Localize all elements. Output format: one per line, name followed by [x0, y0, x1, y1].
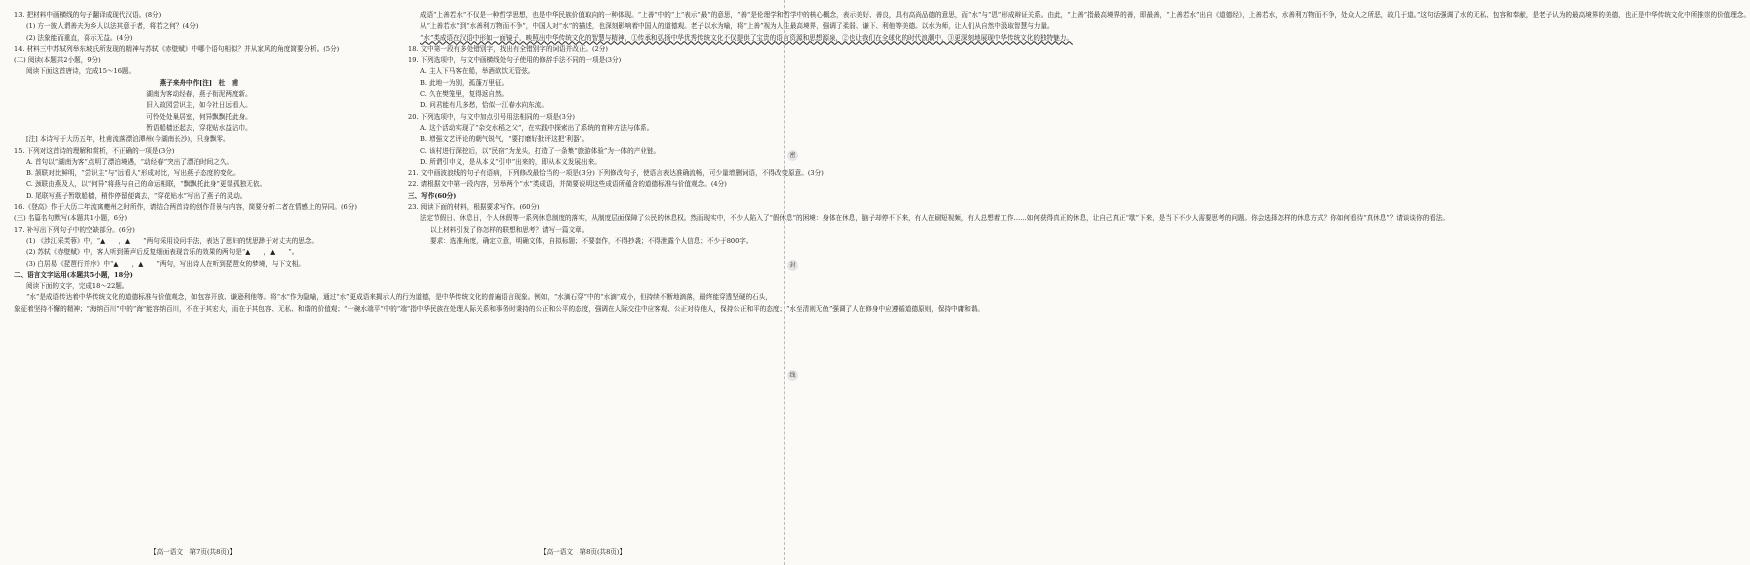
left-line: A. 首句以“湖南为客”点明了漂泊境遇，“动经春”突出了漂泊时间之久。 [26, 157, 234, 166]
right-line: 21. 文中画波浪线的句子有语病，下列修改最恰当的一项是(3分) 下列修改句子，使语言表达准确流畅，可少量增删词语，不得改变原意。(3分) [408, 169, 824, 178]
left-line: (3) 白居易《琵琶行并序》中“▲ ，▲ ”两句，写出诗人在听到琵琶女的梦境，与下文相。 [26, 259, 305, 268]
right-line: D. 问君能有几多愁，恰似一江春水向东流。 [420, 101, 548, 110]
right-line: “水”类成语在汉语中形如一面镜子，映照出中华传统文化的智慧与精神，①传承和弘扬中华优秀传统文化不仅提供了宝贵的语言资源和思想源泉，②也让我们在全球化的时代浪潮中，③更深刻地展现中华传统文化的独特魅力。 [420, 33, 1073, 42]
page-7-footer: 【高一语文 第7页(共8页)】 [150, 548, 237, 556]
left-line: C. 颈联由燕及人，以“何异”将燕与自己的命运相联，“飘飘托此身”更显孤独无依。 [26, 180, 267, 189]
left-line: 湖南为客动经春，燕子衔泥两度新。 [146, 90, 252, 99]
left-line: 15. 下列对这首诗的理解和赏析，不正确的一项是(3分) [14, 146, 175, 155]
left-line: “水”是成语传达着中华传统文化的道德标准与价值观念，如包容开放、谦逊利他等。将“水”作为隐喻，通过“水”更成语来揭示人的行为道德，是中华传统文化的普遍语言现象。例如，“水滴石穿”中的“水滴”成小，但持续不断地滴落，最终能穿透坚硬的石头， [26, 293, 772, 302]
right-line: 法定节假日、休息日，个人休假等一系列休息制度的落实，从制度层面保障了公民的休息权。然而现实中，不少人陷入了“假休息”的困境：身体在休息，脑子却停不下来，有人在刷短视频，有人总想着工作……如何获得真正的休息，让自己真正“歇”下来，是当下不少人需要思考的问题。你会选择怎样的休息方式？你如何看待“真休息”？请谈谈你的看法。 [420, 214, 1450, 223]
right-line: B. 此地一为别，孤蓬万里征。 [420, 78, 509, 87]
left-line: (二) 阅读(本题共2小题，9分) [14, 56, 101, 65]
right-line: 22. 请根据文中第一段内容，另举两个“水”类成语，并简要说明这些成语所蕴含的道德标准与价值观念。(4分) [408, 180, 727, 189]
left-line: 14. 材料三中苏轼列举东坡氏所发现的精神与苏轼《赤壁赋》中哪个语句相似？并从家风的角度简要分析。(5分) [14, 44, 340, 53]
right-line: 20. 下列选项中，与文中加点引号用法相同的一项是(3分) [408, 112, 575, 121]
left-line: (1) 方一彼人谓善夫为乡人以法其意于者，将若之何？(4分) [26, 22, 199, 31]
right-line: 成语“上善若水”不仅是一种哲学思想，也是中华民族价值取向的一种体现。“上善”中的“上”表示“最”的意思，“善”是伦理学和哲学中的核心概念，表示美好、善良，具有高尚品德的意思，而“水”与“恩”形成辩证关系。由此，“上善”指最高境界的善，即最善，“上善若水”出自《道德经》，上善若水，水善利万物而不争，处众人之所恶，故几于道。”这句话强调了水的无私、包容和奉献，是老子认为的最高境界的美德，也正是中华传统文化中所推崇的价值理念。 [420, 11, 1750, 19]
right-line: 三、写作(60分) [408, 191, 457, 200]
left-line: 16.《登高》作于大历二年流寓夔州之时所作，请结合两首诗的创作背景与内容，简要分析二者在情感上的异同。(6分) [14, 203, 357, 212]
left-line: (三) 名篇名句默写(本题共1小题，6分) [14, 214, 128, 223]
left-line: 燕子来舟中作[注] 杜 甫 [159, 78, 239, 87]
right-line: B. 增强文艺评论的朝气锐气，“要打磨好批评这把‘利器’。 [420, 135, 589, 144]
left-line: 暂语船樯还起去，穿花贴水益沾巾。 [146, 123, 252, 132]
right-line: A. 这个活动实现了“杂交水稻之父”，在实践中探索出了系统的育种方法与体系。 [420, 123, 654, 132]
right-line: 从“上善若水”到“水善利万物而不争”，中国人对“水”的描述，也深刻影响着中国人的道德观。老子以水为喻，将“上善”视为人生最高境界，强调了柔弱、谦下、利他等美德。以水为师，让人们从自然中汲取智慧与力量。 [420, 22, 1054, 31]
left-line: 17. 补写出下列句子中的空缺部分。(6分) [14, 225, 135, 234]
right-line: 23. 阅读下面的材料，根据要求写作。(60分) [408, 203, 540, 212]
right-line: A. 主人下马客在船，举酒欲饮无管弦。 [420, 67, 535, 76]
page-8-footer: 【高一语文 第8页(共8页)】 [540, 548, 627, 556]
seal-char-feng: 封 [787, 260, 798, 271]
left-line: B. 颔联对比鲜明，“尝识主”与“远看人”形成对比，写出燕子态度的变化。 [26, 169, 240, 178]
left-line: D. 尾联写燕子暂歇船樯，稍作停留便离去，“穿花贴水”写出了燕子的灵动。 [26, 191, 247, 200]
left-line: 可怜处处巢居室，何异飘飘托此身。 [146, 112, 252, 121]
left-line: 阅读下面的文字，完成18～22题。 [26, 282, 129, 291]
seal-char-xian: 线 [787, 370, 798, 381]
seal-line [784, 0, 801, 565]
right-line: D. 所谓引申义，是从本义“引申”出来的，即从本义发展出来。 [420, 157, 601, 166]
left-line: [注] 本诗写于大历五年，杜甫流落漂泊潭州(今湖南长沙)，只身飘零。 [26, 135, 230, 144]
page-8 [408, 10, 1750, 247]
left-line: 阅读下面这首唐诗，完成15～16题。 [26, 67, 136, 76]
right-line: 19. 下列选项中，与文中画横线处句子使用的修辞手法不同的一项是(3分) [408, 56, 622, 65]
left-line: (1) 《涉江采芙蓉》中，“▲ ，▲ ”两句采用设问手法，表达了思妇的忧思渺于对丈夫的思念。 [26, 236, 319, 245]
right-line: 要求：选准角度，确定立意，明确文体，自拟标题；不要套作，不得抄袭；不得泄露个人信息；不少于800字。 [430, 236, 753, 245]
left-line: 二、语言文字运用(本题共5小题，18分) [14, 270, 133, 279]
left-line: (2) 法象能而重直，喜示无益。(4分) [26, 33, 133, 42]
left-line: 象征着坚持不懈的精神；“海纳百川”中的“海”能容纳百川，不在于其宏大，而在于其包容、无私、和谐的价值观；“一碗水端平”中的“端”指中华民族在处理人际关系和事务时秉持的公正和公平的态度，强调在人际交往中应客观、公正对待他人，保持公正和平的态度；“水至清则无鱼”强调了人在修身中应遵循道德原则，保持中庸和谐。 [14, 304, 985, 313]
left-line: 13. 把材料中画横线的句子翻译成现代汉语。(8分) [14, 11, 162, 19]
right-line: C. 该村进行深挖后，以“民宿”为龙头，打造了一条集“旅游体验”为一体的产业链。 [420, 146, 661, 155]
right-line: 以上材料引发了你怎样的联想和思考？请写一篇文章。 [430, 225, 589, 234]
right-line: C. 久在樊笼里，复得返自然。 [420, 90, 509, 99]
right-line: 18. 文中第一段有多处错别字，找出有全错别字的词语并改正。(2分) [408, 44, 608, 53]
left-line: (2) 苏轼《赤壁赋》中，客人听到箫声后反复细面表现音乐的效果的两句是“▲ ，▲ ”。 [26, 248, 299, 257]
left-line: 旧入故园尝识主，如今社日远看人。 [146, 101, 252, 110]
seal-char-mi: 密 [787, 150, 798, 161]
